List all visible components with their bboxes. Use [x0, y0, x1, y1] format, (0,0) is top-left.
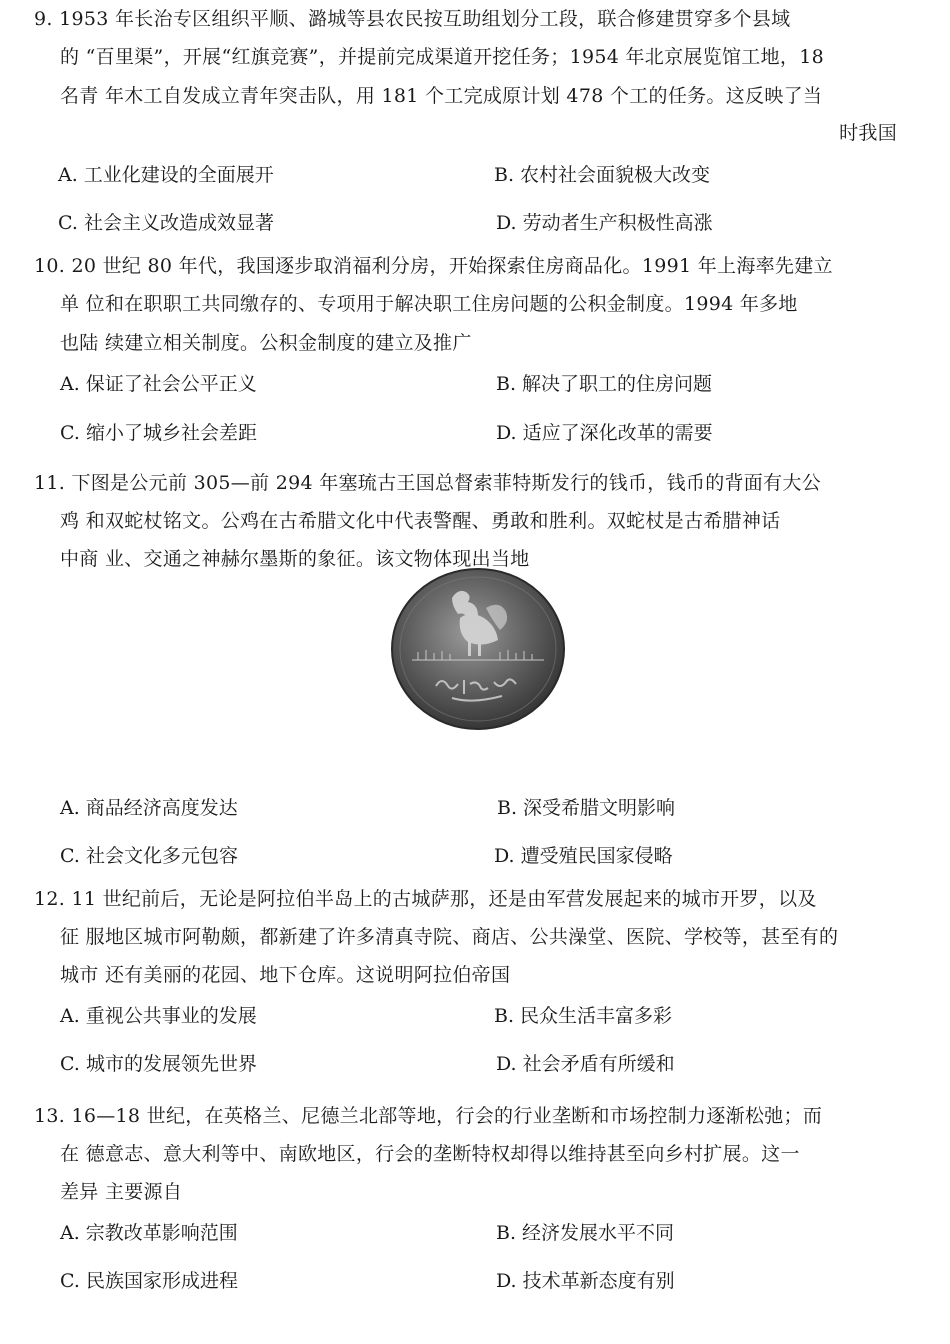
question-11-line-2: 鸡 和双蛇杖铭文。公鸡在古希腊文化中代表警醒、勇敢和胜利。双蛇杖是古希腊神话: [60, 510, 781, 532]
option-a[interactable]: A. 保证了社会公平正义: [60, 373, 257, 395]
option-d[interactable]: D. 技术革新态度有别: [496, 1270, 675, 1292]
option-a[interactable]: A. 商品经济高度发达: [60, 797, 238, 819]
question-13-line-2: 在 德意志、意大利等中、南欧地区，行会的垄断特权却得以维持甚至向乡村扩展。这一: [60, 1143, 800, 1165]
question-9-line-2: 的 “百里渠”，开展“红旗竞赛”，并提前完成渠道开挖任务；1954 年北京展览馆工地，18: [60, 46, 824, 68]
question-12-line-3: 城市 还有美丽的花园、地下仓库。这说明阿拉伯帝国: [60, 964, 511, 986]
question-9-line-3: 名青 年木工自发成立青年突击队，用 181 个工完成原计划 478 个工的任务。这反映了当: [60, 85, 823, 107]
option-b[interactable]: B. 经济发展水平不同: [496, 1222, 675, 1244]
option-c[interactable]: C. 城市的发展领先世界: [60, 1053, 257, 1075]
option-c[interactable]: C. 社会文化多元包容: [60, 845, 238, 867]
option-a[interactable]: A. 宗教改革影响范围: [60, 1222, 238, 1244]
option-b[interactable]: B. 深受希腊文明影响: [497, 797, 676, 819]
question-12-line-2: 征 服地区城市阿勒颇，都新建了许多清真寺院、商店、公共澡堂、医院、学校等，甚至有的: [60, 926, 839, 948]
option-d[interactable]: D. 劳动者生产积极性高涨: [496, 212, 713, 234]
question-10-line-3: 也陆 续建立相关制度。公积金制度的建立及推广: [60, 332, 472, 354]
option-b[interactable]: B. 农村社会面貌极大改变: [494, 164, 711, 186]
option-a[interactable]: A. 工业化建设的全面展开: [58, 164, 274, 186]
question-9-line-4: 时我国: [839, 122, 897, 144]
question-13-line-1: 13. 16—18 世纪，在英格兰、尼德兰北部等地，行会的行业垄断和市场控制力逐渐松弛；而: [34, 1105, 823, 1127]
option-b[interactable]: B. 解决了职工的住房问题: [496, 373, 713, 395]
question-10-line-1: 10. 20 世纪 80 年代，我国逐步取消福利分房，开始探索住房商品化。1991 年上海率先建立: [34, 255, 833, 277]
question-11-line-1: 11. 下图是公元前 305—前 294 年塞琉古王国总督索菲特斯发行的钱币，钱币的背面有大公: [34, 472, 822, 494]
option-c[interactable]: C. 民族国家形成进程: [60, 1270, 238, 1292]
coin-image: [390, 568, 566, 730]
option-c[interactable]: C. 缩小了城乡社会差距: [60, 422, 257, 444]
question-10-line-2: 单 位和在职职工共同缴存的、专项用于解决职工住房问题的公积金制度。1994 年多地: [60, 293, 798, 315]
question-11-line-3: 中商 业、交通之神赫尔墨斯的象征。该文物体现出当地: [60, 548, 530, 570]
option-d[interactable]: D. 社会矛盾有所缓和: [496, 1053, 675, 1075]
question-9-line-1: 9. 1953 年长治专区组织平顺、潞城等县农民按互助组划分工段，联合修建贯穿多个县域: [34, 8, 791, 30]
option-a[interactable]: A. 重视公共事业的发展: [60, 1005, 257, 1027]
option-c[interactable]: C. 社会主义改造成效显著: [58, 212, 274, 234]
question-13-line-3: 差异 主要源自: [60, 1181, 183, 1203]
option-b[interactable]: B. 民众生活丰富多彩: [494, 1005, 673, 1027]
option-d[interactable]: D. 适应了深化改革的需要: [496, 422, 713, 444]
option-d[interactable]: D. 遭受殖民国家侵略: [494, 845, 673, 867]
question-12-line-1: 12. 11 世纪前后，无论是阿拉伯半岛上的古城萨那，还是由军营发展起来的城市开罗，以及: [34, 888, 817, 910]
